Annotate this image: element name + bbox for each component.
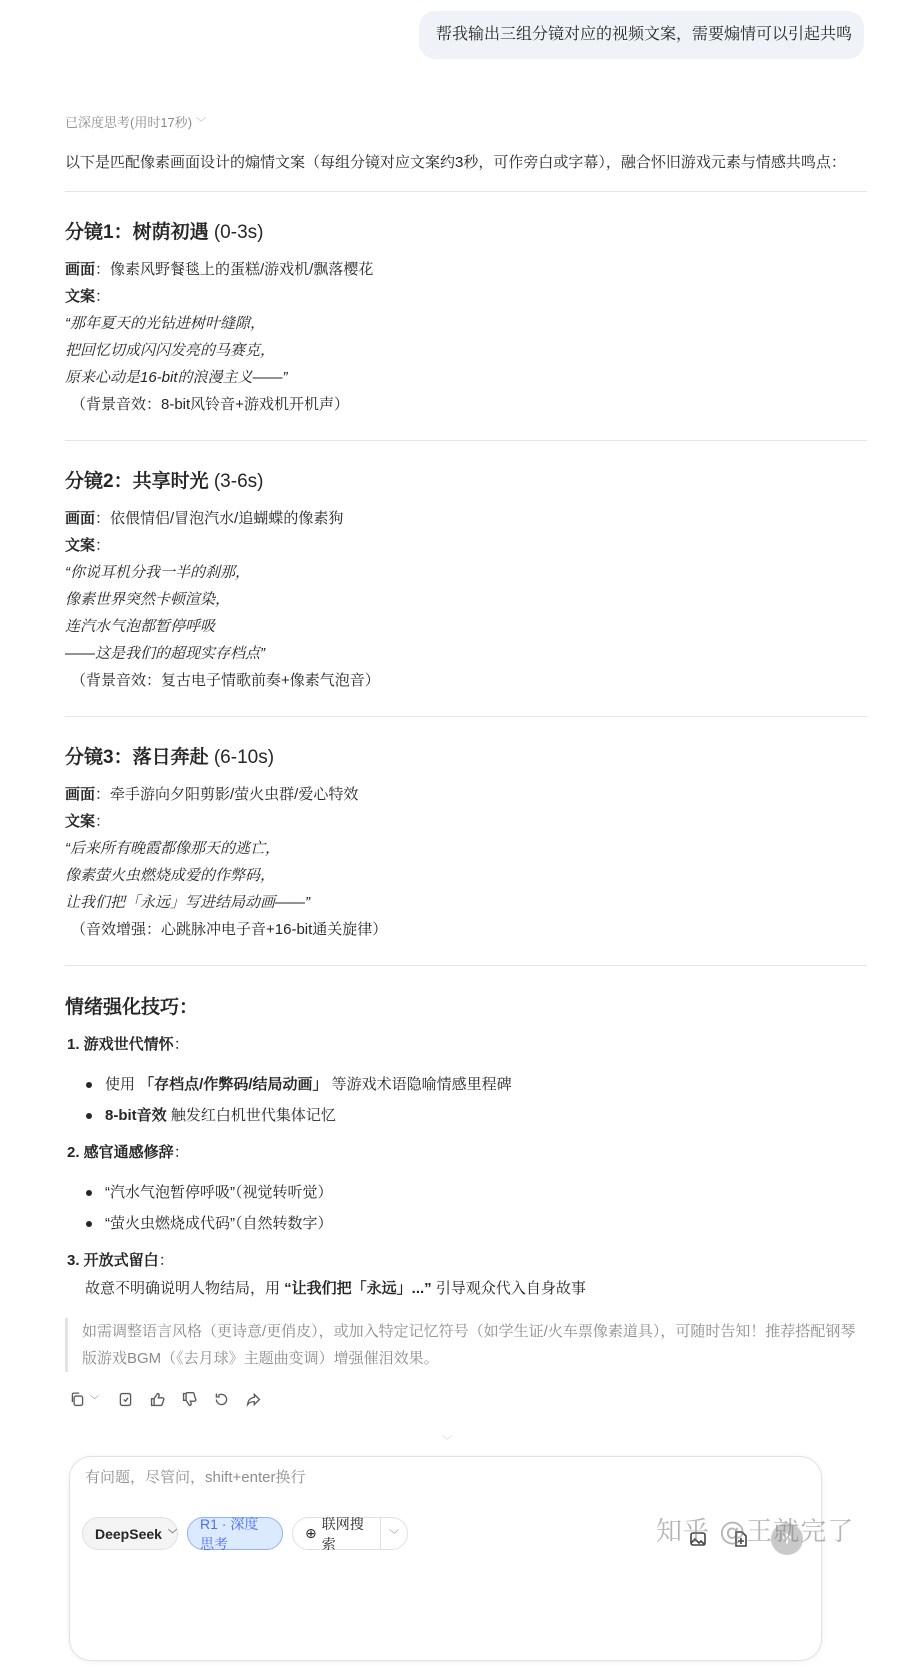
- visual-description: 画面：像素风野餐毯上的蛋糕/游戏机/飘落樱花: [65, 261, 374, 278]
- sound-note: （音效增强：心跳脉冲电子音+16-bit通关旋律）: [71, 921, 388, 938]
- tip-list: [85, 1177, 867, 1239]
- scroll-down-icon[interactable]: ﹀: [442, 1436, 452, 1447]
- watermark: 知乎 @王就完了: [656, 1517, 855, 1547]
- chevron-down-icon: ﹀: [196, 118, 207, 129]
- section-title: 分镜3：落日奔赴 (6-10s): [65, 747, 275, 768]
- storyboard-section: [65, 441, 867, 716]
- message-input[interactable]: 有问题，尽管问，shift+enter换行: [85, 1469, 306, 1486]
- copy-label: 文案：: [65, 537, 111, 554]
- tip-heading: 1. 游戏世代情怀：: [67, 1036, 189, 1053]
- sound-note: （背景音效：复古电子情歌前奏+像素气泡音）: [71, 672, 380, 689]
- globe-icon: ⊕: [305, 1525, 317, 1541]
- copy-label: 文案：: [65, 813, 111, 830]
- storyboard-section: [65, 192, 867, 440]
- chevron-down-icon: ﹀: [167, 1529, 177, 1539]
- copy-button[interactable]: [67, 1389, 99, 1409]
- copy-line: “后来所有晚霞都像那天的逃亡，: [65, 840, 280, 857]
- bookmark-icon[interactable]: [115, 1389, 135, 1409]
- list-item: “萤火虫燃烧成代码”（自然转数字）: [85, 1208, 867, 1239]
- divider: [65, 965, 867, 966]
- list-item: “汽水气泡暂停呼吸”（视觉转听觉）: [85, 1177, 867, 1208]
- copy-label: 文案：: [65, 288, 111, 305]
- copy-line: “那年夏天的光钻进树叶缝隙，: [65, 315, 265, 332]
- copy-icon: [67, 1389, 87, 1409]
- tip-list: [85, 1069, 867, 1131]
- copy-line: 让我们把「永远」写进结局动画——”: [65, 894, 310, 911]
- sound-note: （背景音效：8-bit风铃音+游戏机开机声）: [71, 396, 349, 413]
- thinking-toggle[interactable]: [65, 112, 206, 131]
- regenerate-icon[interactable]: [211, 1389, 231, 1409]
- tip-heading: 3. 开放式留白：: [67, 1252, 174, 1269]
- section-title: 分镜1：树荫初遇 (0-3s): [65, 222, 264, 243]
- user-message-bubble: 帮我输出三组分镜对应的视频文案，需要煽情可以引起共鸣: [419, 11, 864, 59]
- closing-note: 如需调整语言风格（更诗意/更俏皮），或加入特定记忆符号（如学生证/火车票像素道具），可随时告知！推荐搭配钢琴版游戏BGM（《去月球》主题曲变调）增强催泪效果。: [65, 1318, 865, 1372]
- model-label: DeepSeek: [95, 1525, 162, 1542]
- copy-line: 把回忆切成闪闪发亮的马赛克，: [65, 342, 276, 359]
- deep-think-label: R1 · 深度思考: [200, 1515, 259, 1552]
- tips-title: 情绪强化技巧：: [65, 997, 199, 1018]
- deep-think-toggle[interactable]: [187, 1517, 283, 1550]
- web-search-toggle[interactable]: [292, 1517, 408, 1550]
- composer-options: [82, 1517, 408, 1550]
- copy-line: 像素世界突然卡顿渲染，: [65, 591, 231, 608]
- thinking-label: 已深度思考(用时17秒): [65, 115, 193, 130]
- copy-line: ——这是我们的超现实存档点”: [65, 645, 265, 662]
- message-actions: [67, 1389, 263, 1409]
- visual-description: 画面：依偎情侣/冒泡汽水/追蝴蝶的像素狗: [65, 510, 344, 527]
- answer-intro: 以下是匹配像素画面设计的煽情文案（每组分镜对应文案约3秒，可作旁白或字幕），融合怀旧游戏元素与情感共鸣点：: [65, 154, 846, 171]
- share-icon[interactable]: [243, 1389, 263, 1409]
- chevron-down-icon[interactable]: ﹀: [380, 1518, 407, 1549]
- composer: [69, 1456, 822, 1661]
- list-item: 8-bit音效 触发红白机世代集体记忆: [85, 1100, 867, 1131]
- tip-heading: 2. 感官通感修辞：: [67, 1144, 189, 1161]
- visual-description: 画面：牵手游向夕阳剪影/萤火虫群/爱心特效: [65, 786, 359, 803]
- thumbs-up-icon[interactable]: [147, 1389, 167, 1409]
- storyboard-section: [65, 717, 867, 965]
- assistant-answer: [65, 150, 867, 1302]
- chevron-down-icon: ﹀: [90, 1394, 100, 1405]
- copy-line: 像素萤火虫燃烧成爱的作弊码，: [65, 867, 276, 884]
- section-title: 分镜2：共享时光 (3-6s): [65, 471, 264, 492]
- model-selector[interactable]: [82, 1517, 178, 1550]
- copy-line: 连汽水气泡都暂停呼吸: [65, 618, 216, 635]
- thumbs-down-icon[interactable]: [179, 1389, 199, 1409]
- copy-line: 原来心动是16-bit的浪漫主义——”: [65, 369, 288, 386]
- web-search-label: 联网搜索: [321, 1515, 364, 1552]
- tip-body: 故意不明确说明人物结局，用 “让我们把「永远」...” 引导观众代入自身故事: [85, 1280, 586, 1297]
- list-item: 使用 「存档点/作弊码/结局动画」 等游戏术语隐喻情感里程碑: [85, 1069, 867, 1100]
- copy-line: “你说耳机分我一半的刹那，: [65, 564, 250, 581]
